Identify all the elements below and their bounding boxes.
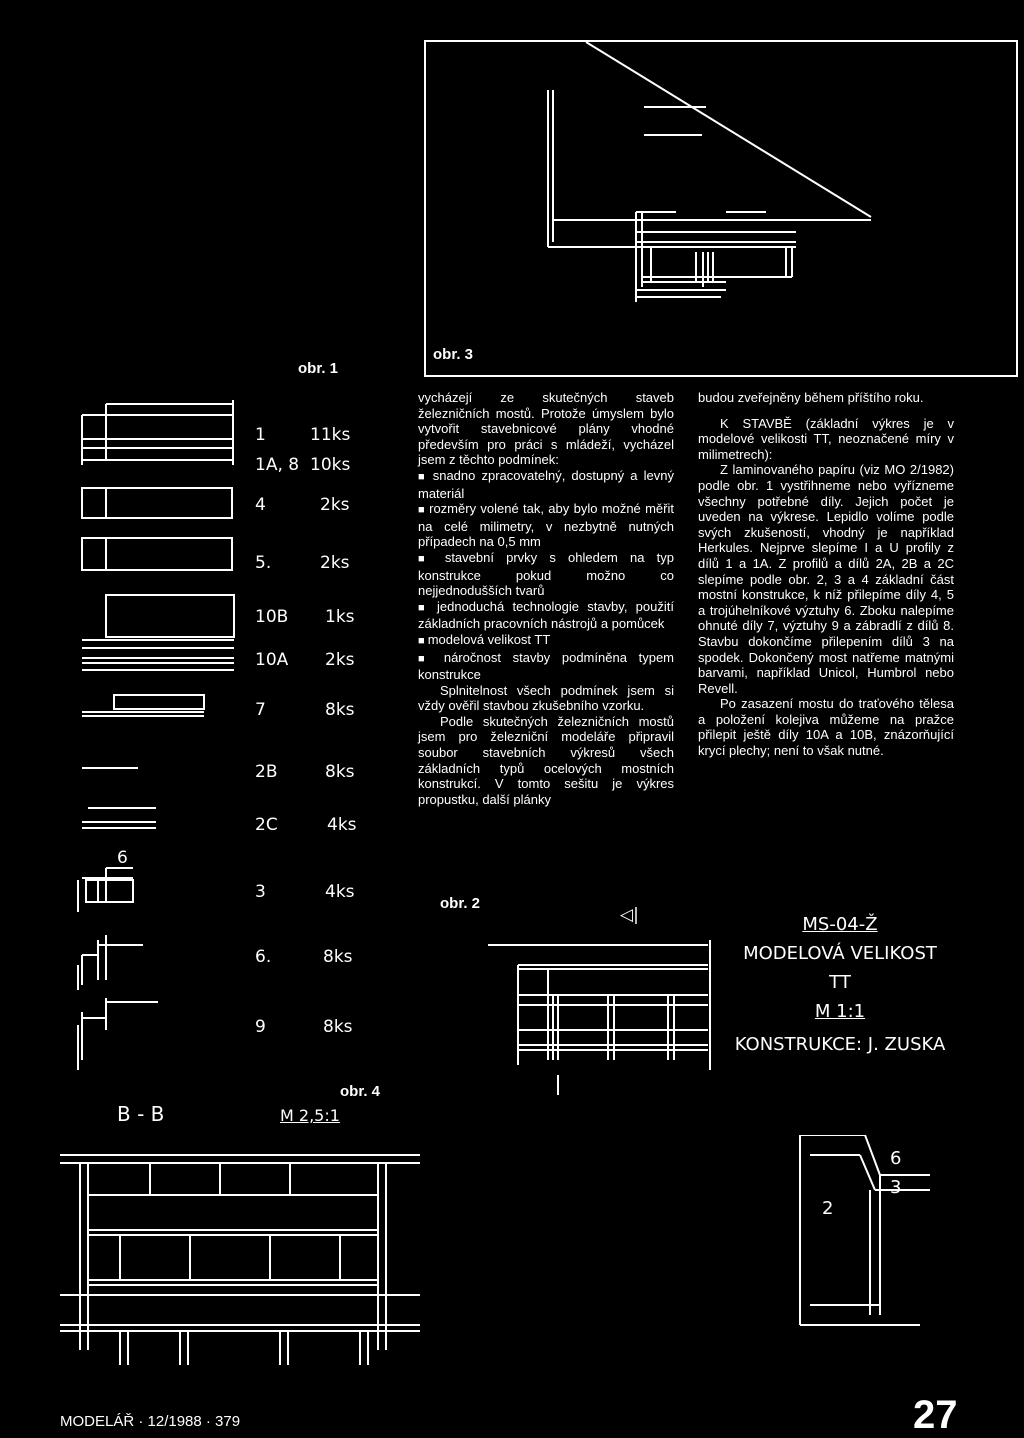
col1-bullet: ■ rozměry volené tak, aby bylo možné měřit na celé milimetry, v nezbytně nutných případech na 0,5 mm <box>418 501 674 550</box>
part-row: 2B <box>255 762 278 782</box>
drawing-author: KONSTRUKCE: J. ZUSKA <box>734 1034 946 1055</box>
obr3-frame <box>424 40 1018 377</box>
obr1-parts-drawing <box>68 390 318 1070</box>
part-row: 3 <box>255 882 266 902</box>
part-qty: 4ks <box>325 882 355 902</box>
detail-label-2: 2 <box>822 1198 834 1219</box>
detail-drawing <box>780 1135 930 1335</box>
part-row: 5. <box>255 553 272 573</box>
part-row: 6. <box>255 947 272 967</box>
col2-paragraph: budou zveřejněny během příštího roku. <box>698 390 924 405</box>
col1-paragraph: vycházejí ze skutečných staveb železničních mostů. Protože úmyslem bylo vytvořit stavebnicové plány vhodné především pro práci s mládeží, vycházel jsem z těchto podmínek: <box>418 390 674 468</box>
obr2-caption: obr. 2 <box>440 895 481 912</box>
section-scale: M 2,5:1 <box>280 1106 340 1125</box>
obr3-drawing <box>426 42 1016 375</box>
col1-bullet: ■ jednoduchá technologie stavby, použití základních pracovních nástrojů a pomůcek <box>418 599 674 632</box>
col1-paragraph: Podle skutečných železničních mostů jsem pro železniční modeláře připravil soubor stavebních výkresů všech základních typů ocelových mostních konstrukcí. V tomto sešitu je výkres propustku, další plánky <box>418 713 674 807</box>
part-qty: 4ks <box>327 815 357 835</box>
detail-label-3: 3 <box>890 1177 902 1198</box>
title-line-1: MODELOVÁ VELIKOST <box>743 943 937 964</box>
drawing-scale: M 1:1 <box>814 1001 866 1022</box>
col1-bullet: ■ modelová velikost TT <box>418 632 674 650</box>
part-qty: 8ks <box>325 700 355 720</box>
col1-bullet: ■ náročnost stavby podmíněna typem konstrukce <box>418 650 674 683</box>
part-row: 1A, 8 <box>255 455 300 475</box>
detail-label-6: 6 <box>890 1148 902 1169</box>
part-row: 7 <box>255 700 266 720</box>
part-row: 1 <box>255 425 266 445</box>
obr1-caption: obr. 1 <box>298 360 339 377</box>
part-row: 4 <box>255 495 266 515</box>
part-qty: 1ks <box>325 607 355 627</box>
part-qty: 8ks <box>325 762 355 782</box>
part-qty: 2ks <box>325 650 355 670</box>
part-row: 10B <box>255 607 289 627</box>
section-bb-drawing <box>60 1135 420 1375</box>
drawing-code: MS-04-Ž <box>802 914 878 935</box>
part-row: 2C <box>255 815 278 835</box>
direction-mark: ◁| <box>620 905 639 925</box>
part-qty: 10ks <box>310 455 351 475</box>
part-row: 10A <box>255 650 289 670</box>
obr2-drawing <box>418 935 718 1095</box>
text-column-1 <box>418 390 674 807</box>
col2-paragraph: Po zasazení mostu do traťového tělesa a položení kolejiva můžeme na pražce přilepit ještě díly 10A a 10B, znázorňující krycí plechy; není to však nutné. <box>698 696 954 759</box>
obr4-caption: obr. 4 <box>340 1083 381 1100</box>
obr3-caption: obr. 3 <box>433 346 474 363</box>
part-qty: 2ks <box>320 553 350 573</box>
part-row: 9 <box>255 1017 266 1037</box>
section-label: B - B <box>117 1102 165 1126</box>
part-qty: 8ks <box>323 1017 353 1037</box>
col2-paragraph: Z laminovaného papíru (viz MO 2/1982) podle obr. 1 vystřihneme nebo vyřízneme všechny potřebné díly. Jejich počet je uveden na výkrese. Lepidlo volíme podle svých zkušeností, vhodný je například Herkules. Nejprve slepíme I a U profily z dílů 1 a 1A. Z profilů a dílů 2A, 2B a 2C slepíme podle obr. 2, 3 a 4 základní část mostní konstrukce, k níž přilepíme díly 4, 5 a trojúhelníkové výztuhy 6. Zboku nalepíme ohnuté díly 7, výztuhy 9 a zábradlí z dílů 8. Stavbu dokončíme přilepením dílů 3 na spodek. Dokončený most natřeme matnými barvami, například Unicol, Humbrol nebo Revell. <box>698 462 954 696</box>
footer-journal: MODELÁŘ · 12/1988 · 379 <box>60 1413 241 1430</box>
col1-bullet: ■ stavební prvky s ohledem na typ konstrukce pokud možno co nejjednodušších tvarů <box>418 550 674 599</box>
obr1-label-6: 6 <box>117 848 128 868</box>
page-number: 27 <box>913 1393 958 1437</box>
col1-paragraph: Splnitelnost všech podmínek jsem si vždy ověřil stavbou zkušebního vzorku. <box>418 682 674 714</box>
col1-bullet: ■ snadno zpracovatelný, dostupný a levný materiál <box>418 468 674 501</box>
title-block-divider <box>705 940 715 1070</box>
col2-paragraph: K STAVBĚ (základní výkres je v modelové velikosti TT, neoznačené míry v milimetrech): <box>698 415 954 462</box>
title-line-2: TT <box>829 972 851 993</box>
text-column-2 <box>698 390 954 759</box>
part-qty: 8ks <box>323 947 353 967</box>
part-qty: 2ks <box>320 495 350 515</box>
part-qty: 11ks <box>310 425 351 445</box>
title-block <box>725 910 955 1059</box>
